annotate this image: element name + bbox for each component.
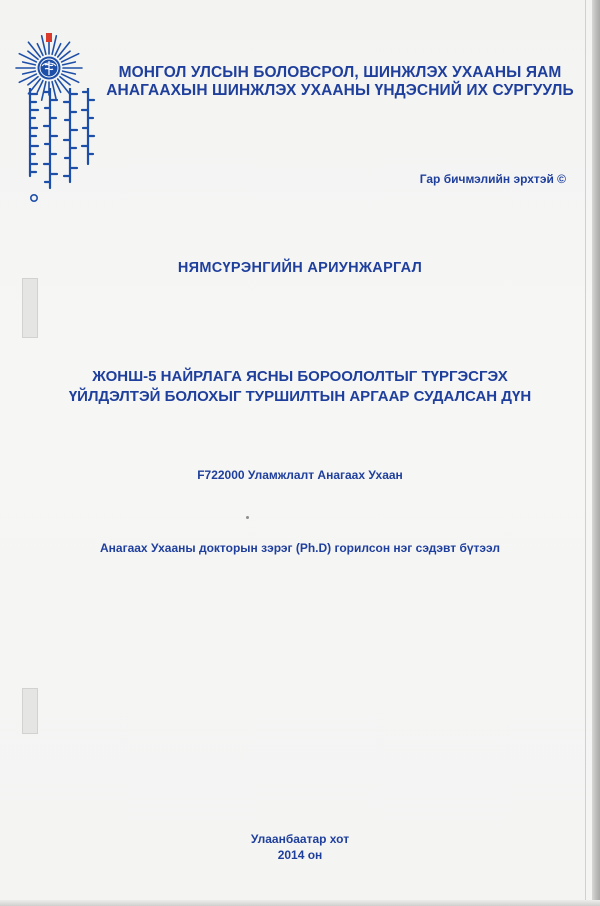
place-of-publication: Улаанбаатар хот [250,832,350,846]
author-name: НЯМСҮРЭНГИЙН АРИУНЖАРГАЛ [177,260,423,276]
specialty-code: F722000 Уламжлалт Анагаах Ухаан [197,468,403,482]
emblem-ray [63,71,76,74]
scan-speck [246,516,249,519]
binding-mark [22,688,38,734]
emblem-ray [42,36,46,55]
degree-statement: Анагаах Ухааны докторын зэрэг (Ph.D) горилсон нэг сэдэвт бүтээл [100,541,500,555]
mongolian-script-seal [22,88,100,208]
scan-edge-line [585,0,586,906]
emblem-ray [23,62,36,65]
emblem-ray [63,62,76,65]
thesis-title-line: ЖОНШ-5 НАЙРЛАГА ЯСНЫ БОРООЛОЛТЫГ ТҮРГЭСГЭХ [92,368,508,385]
publication-year: 2014 он [277,848,323,862]
emblem-ray [23,71,36,74]
emblem-ray [52,36,56,55]
scan-bottom-edge [0,900,600,906]
copyright-notice: Гар бичмэлийн эрхтэй © [419,172,566,186]
university-name: АНАГААХЫН ШИНЖЛЭХ УХААНЫ ҮНДЭСНИЙ ИХ СУРГУУЛЬ [106,82,574,99]
ministry-name: МОНГОЛ УЛСЫН БОЛОВСРОЛ, ШИНЖЛЭХ УХААНЫ ЯАМ [118,64,562,81]
binding-mark [22,278,38,338]
thesis-title-line: ҮЙЛДЭЛТЭЙ БОЛОХЫГ ТУРШИЛТЫН АРГААР СУДАЛСАН ДҮН [68,388,532,405]
scan-right-edge [592,0,600,906]
